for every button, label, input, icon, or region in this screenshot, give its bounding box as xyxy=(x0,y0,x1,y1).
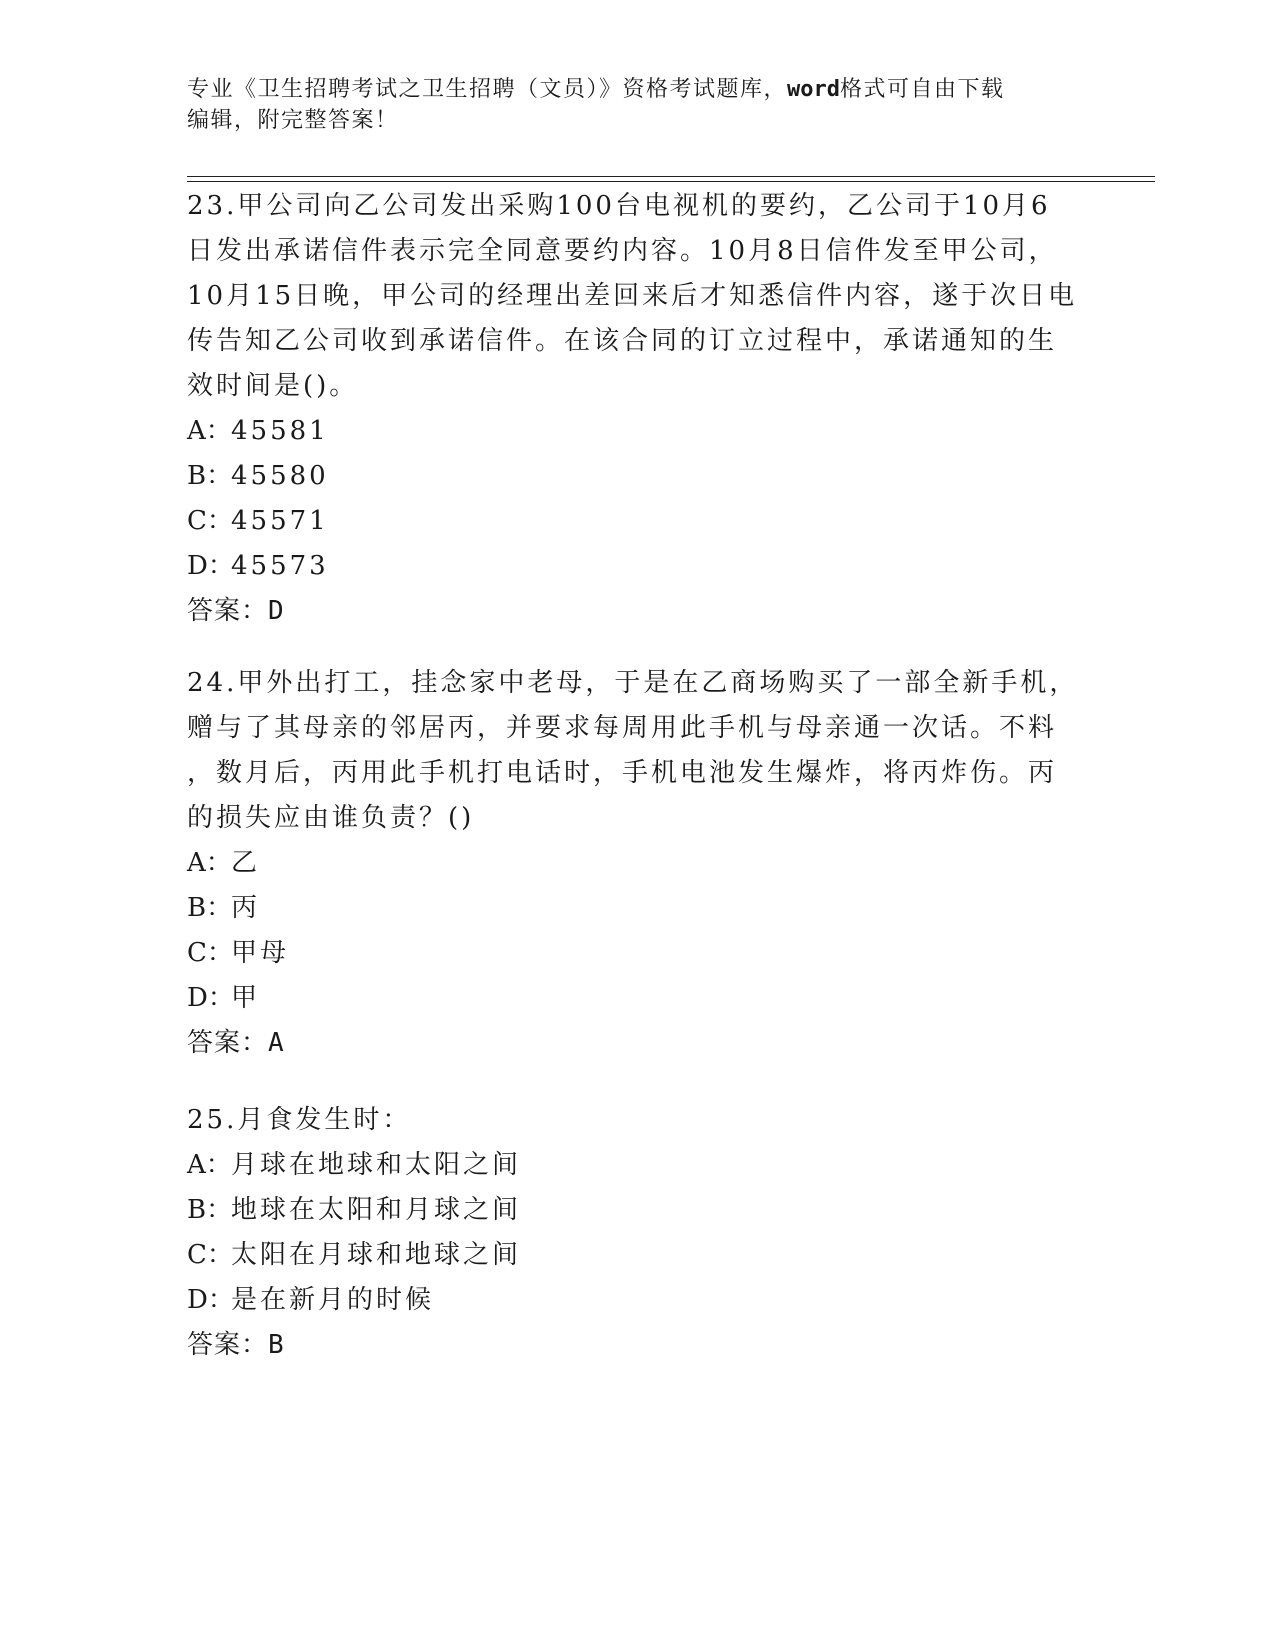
header-divider-bottom xyxy=(187,181,1155,182)
option-key: B： xyxy=(187,461,233,491)
option-text: 45571 xyxy=(231,506,329,536)
option-key: C： xyxy=(187,1240,233,1270)
option-key: D： xyxy=(187,551,234,581)
option-text: 45580 xyxy=(231,461,329,491)
header-word-format: word xyxy=(787,77,840,102)
option-a xyxy=(187,841,1087,886)
answer-line xyxy=(187,1323,1087,1368)
option-d xyxy=(187,1278,1087,1323)
header-line-2: 编辑，附完整答案！ xyxy=(187,108,399,133)
question-stem: 24.甲外出打工，挂念家中老母，于是在乙商场购买了一部全新手机， 赠与了其母亲的邻居丙，并要求每周用此手机与母亲通一次话。不料 ，数月后，丙用此手机打电话时，手机电池发生爆炸，将丙炸伤。丙 的损失应由谁负责？() xyxy=(187,668,1079,833)
question-stem: 25.月食发生时： xyxy=(187,1105,412,1135)
answer-value: A xyxy=(268,1028,285,1058)
option-list xyxy=(187,1143,1087,1323)
answer-line xyxy=(187,589,1087,634)
option-c xyxy=(187,499,1087,544)
option-d xyxy=(187,544,1087,589)
option-list xyxy=(187,409,1087,589)
option-text: 乙 xyxy=(231,848,261,878)
question-stem: 23.甲公司向乙公司发出采购100台电视机的要约，乙公司于10月6 日发出承诺信件表示完全同意要约内容。10月8日信件发至甲公司， 10月15日晚，甲公司的经理出差回来后才知悉信件内容，遂于次日电 传告知乙公司收到承诺信件。在该合同的订立过程中，承诺通知的生 效时间是()。 xyxy=(187,191,1078,401)
option-text: 甲母 xyxy=(231,938,290,968)
option-key: B： xyxy=(187,1195,233,1225)
option-key: A： xyxy=(187,1150,232,1180)
option-key: D： xyxy=(187,983,234,1013)
option-a xyxy=(187,1143,1087,1188)
option-d xyxy=(187,976,1087,1021)
answer-value: B xyxy=(268,1330,285,1360)
answer-label: 答案： xyxy=(187,596,269,626)
option-b xyxy=(187,886,1087,931)
option-key: C： xyxy=(187,506,233,536)
option-text: 丙 xyxy=(231,893,261,923)
option-text: 是在新月的时候 xyxy=(231,1285,435,1315)
header-divider-top xyxy=(187,176,1155,177)
option-b xyxy=(187,1188,1087,1233)
option-c xyxy=(187,1233,1087,1278)
header-text-part2: 格式可自由下载 xyxy=(840,77,1005,102)
option-text: 地球在太阳和月球之间 xyxy=(231,1195,522,1225)
question-23 xyxy=(187,184,1087,634)
option-key: A： xyxy=(187,416,232,446)
option-text: 太阳在月球和地球之间 xyxy=(231,1240,522,1270)
option-text: 甲 xyxy=(231,983,261,1013)
header-line-1 xyxy=(187,74,1087,105)
answer-label: 答案： xyxy=(187,1330,269,1360)
option-text: 45581 xyxy=(231,416,329,446)
option-key: B： xyxy=(187,893,233,923)
question-25 xyxy=(187,1098,1087,1368)
option-a xyxy=(187,409,1087,454)
option-c xyxy=(187,931,1087,976)
question-24 xyxy=(187,661,1087,1066)
option-key: D： xyxy=(187,1285,234,1315)
option-key: C： xyxy=(187,938,233,968)
answer-value: D xyxy=(268,596,285,626)
option-b xyxy=(187,454,1087,499)
option-text: 45573 xyxy=(231,551,329,581)
document-header xyxy=(187,74,1087,136)
header-text-part1: 专业《卫生招聘考试之卫生招聘（文员）》资格考试题库， xyxy=(187,77,788,102)
answer-label: 答案： xyxy=(187,1028,269,1058)
option-key: A： xyxy=(187,848,232,878)
option-text: 月球在地球和太阳之间 xyxy=(231,1150,522,1180)
answer-line xyxy=(187,1021,1087,1066)
option-list xyxy=(187,841,1087,1021)
